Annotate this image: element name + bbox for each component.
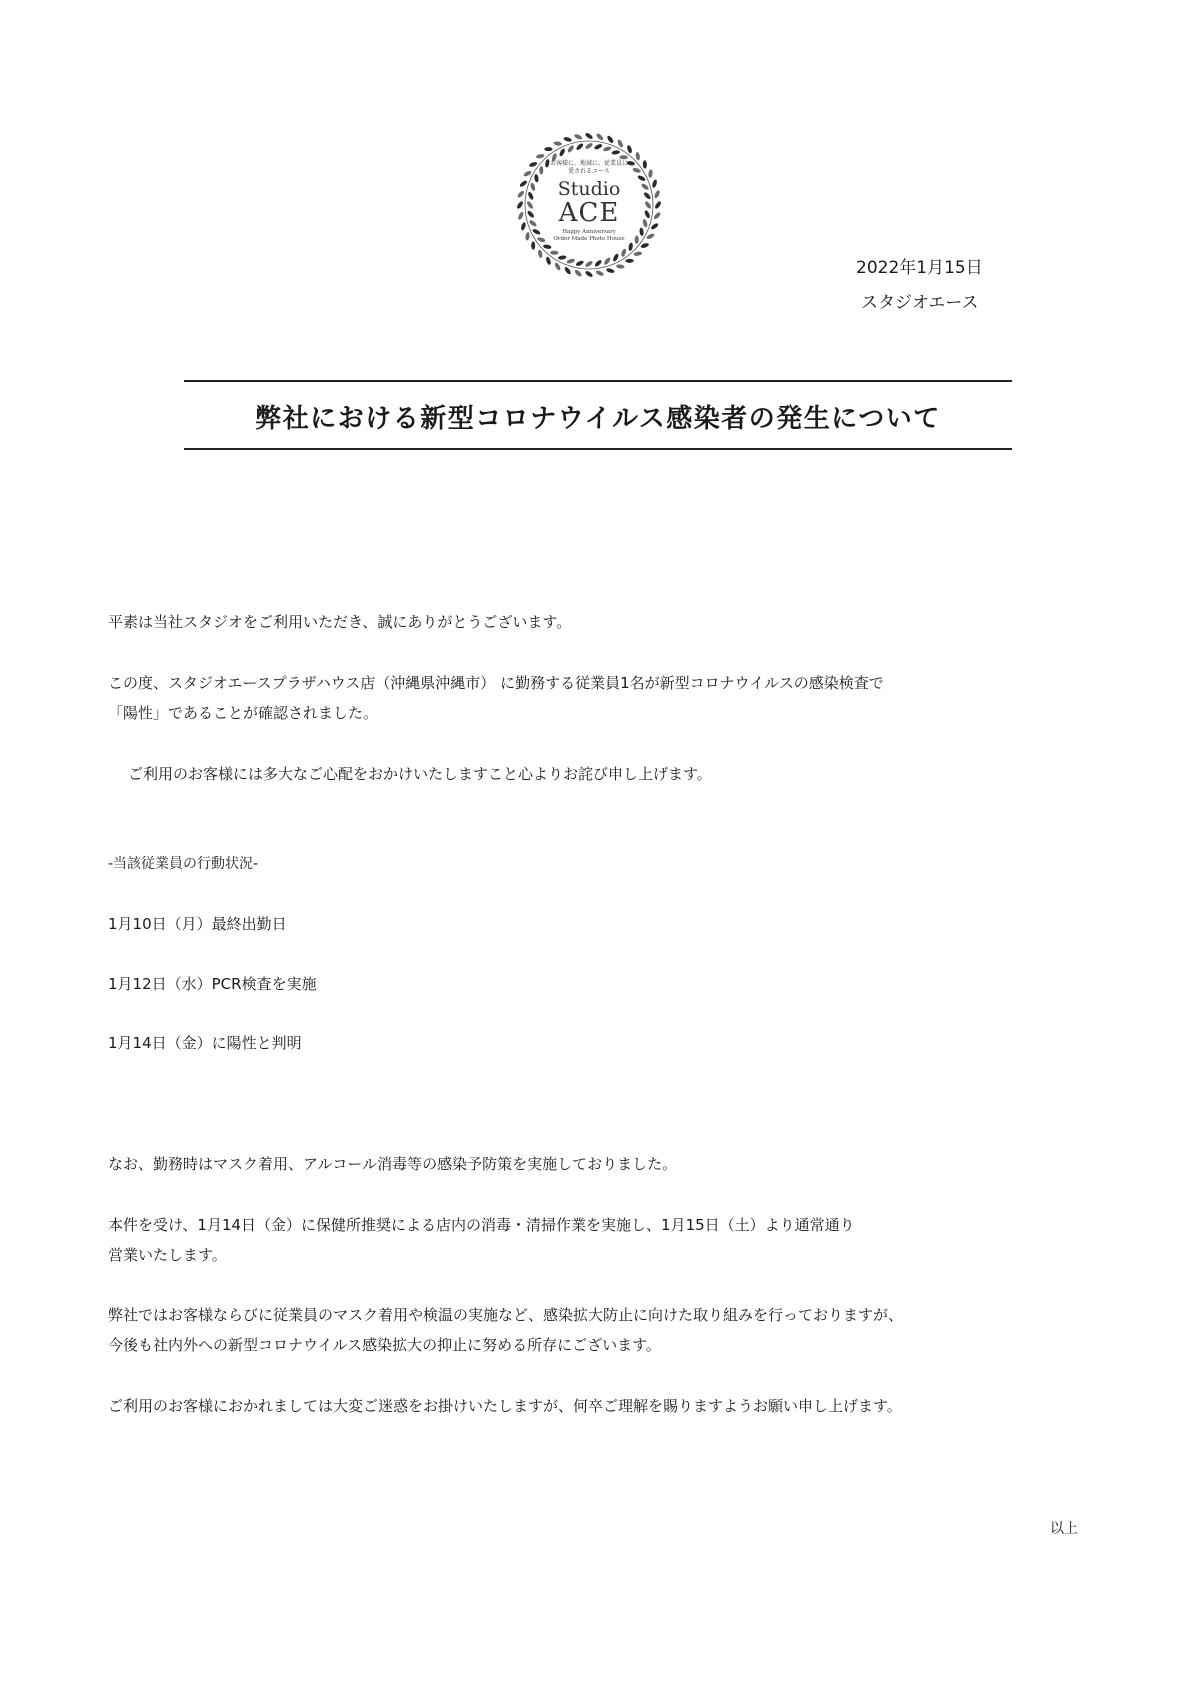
report-line-2: 「陽性」であることが確認されました。 — [108, 704, 379, 722]
policy-line-2: 今後も社内外への新型コロナウイルス感染拡大の抑止に努める所存にございます。 — [108, 1336, 661, 1354]
policy-line-1: 弊社ではお客様ならびに従業員のマスク着用や検温の実施など、感染拡大防止に向けた取り組みを行っておりますが、 — [108, 1306, 904, 1324]
page-title: 弊社における新型コロナウイルス感染者の発生について — [255, 404, 941, 434]
timeline-item: 1月12日（水）PCR検査を実施 — [108, 975, 317, 993]
logo-text — [516, 132, 662, 278]
timeline-heading: -当該従業員の行動状況- — [108, 856, 259, 872]
action-line-2: 営業いたします。 — [108, 1246, 227, 1264]
apology-paragraph: ご利用のお客様には多大なご心配をおかけいたしますこと心よりお詫び申し上げます。 — [128, 765, 712, 783]
title-rule-top — [184, 380, 1012, 382]
organization-name: スタジオエース — [861, 293, 979, 313]
logo-name-ace: ACE — [558, 198, 620, 228]
logo-sub-1: Happy Anniversary — [562, 229, 616, 235]
closing-mark: 以上 — [1050, 1521, 1078, 1537]
report-line-1: この度、スタジオエースプラザハウス店（沖縄県沖縄市） に勤務する従業員1名が新型コロナウイルスの感染検査で — [108, 674, 884, 692]
timeline-item: 1月10日（月）最終出勤日 — [108, 915, 287, 933]
studio-ace-logo — [516, 132, 662, 278]
logo-tagline-2: 愛されるエース — [568, 168, 610, 175]
request-paragraph: ご利用のお客様におかれましては大変ご迷惑をお掛けいたしますが、何卒ご理解を賜りますようお願い申し上げます。 — [108, 1397, 902, 1415]
logo-tagline-1: お客様に、地域に、従業員に — [549, 160, 628, 167]
timeline-item: 1月14日（金）に陽性と判明 — [108, 1034, 302, 1052]
logo-sub-2: Order Made Photo House — [553, 236, 625, 242]
measures-paragraph: なお、勤務時はマスク着用、アルコール消毒等の感染予防策を実施しておりました。 — [108, 1155, 678, 1173]
greeting-paragraph: 平素は当社スタジオをご利用いただき、誠にありがとうございます。 — [108, 613, 572, 631]
action-line-1: 本件を受け、1月14日（金）に保健所推奨による店内の消毒・清掃作業を実施し、1月15日（土）より通常通り — [108, 1216, 855, 1234]
logo-name-studio: Studio — [557, 178, 621, 200]
document-date: 2022年1月15日 — [856, 258, 983, 278]
title-rule-bottom — [184, 448, 1012, 450]
